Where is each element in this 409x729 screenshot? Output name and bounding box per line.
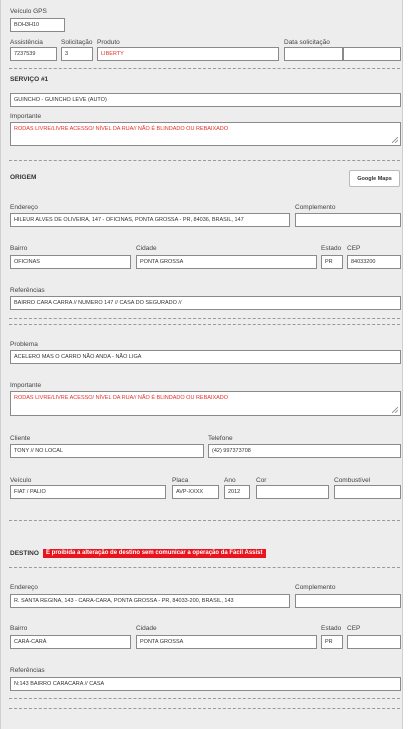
origem-bairro-label: Bairro [10, 245, 28, 252]
origem-cidade-input[interactable]: PONTA GROSSA [136, 255, 317, 269]
destino-warning-badge: É proibida a alteração de destino sem comunicar a operação da Fácil Assist [43, 549, 266, 558]
destino-estado-label: Estado [321, 625, 342, 632]
destino-cep-label: CEP [347, 625, 361, 632]
divider [9, 318, 400, 319]
placa-label: Placa [172, 477, 189, 484]
origem-cep-label: CEP [347, 245, 361, 252]
destino-estado-input[interactable]: PR [321, 635, 343, 649]
origem-estado-input[interactable]: PR [321, 255, 343, 269]
origem-title: ORIGEM [10, 174, 37, 181]
cor-input[interactable] [256, 485, 329, 499]
origem-bairro-input[interactable]: OFICINAS [10, 255, 131, 269]
cor-label: Cor [256, 477, 267, 484]
combustivel-label: Combustível [334, 477, 371, 484]
problema-input[interactable]: ACELERO MAS O CARRO NÃO ANDA - NÃO LIGA [10, 350, 401, 364]
servico-title: SERVIÇO #1 [10, 76, 49, 83]
google-maps-button[interactable]: Google Maps [349, 170, 400, 187]
destino-referencias-input[interactable]: N:143 BAIRRO CARACARA // CASA [10, 677, 401, 691]
produto-label: Produto [97, 39, 120, 46]
divider [9, 324, 400, 325]
solicitacao-input[interactable]: 3 [61, 47, 93, 61]
destino-cep-input[interactable] [347, 635, 401, 649]
veiculo-gps-label: Veículo GPS [10, 8, 47, 15]
ano-label: Ano [224, 477, 236, 484]
data-solicitacao-time-input[interactable] [343, 47, 401, 61]
origem-complemento-input[interactable] [295, 213, 401, 227]
solicitacao-label: Solicitação [61, 39, 93, 46]
combustivel-input[interactable] [334, 485, 401, 499]
importante-textarea[interactable] [10, 122, 401, 146]
importante2-textarea[interactable] [10, 391, 401, 416]
telefone-label: Telefone [208, 435, 233, 442]
divider [9, 567, 400, 568]
ano-input[interactable]: 2012 [224, 485, 250, 499]
divider [9, 520, 400, 521]
origem-cidade-label: Cidade [136, 245, 157, 252]
importante-label: Importante [10, 113, 42, 120]
placa-input[interactable]: AVP-XXXX [172, 485, 219, 499]
destino-bairro-input[interactable]: CARÁ-CARÁ [10, 635, 131, 649]
importante2-text: RODAS LIVRE/LIVRE ACESSO/ NÍVEL DA RUA// NÃO É BLINDADO OU REBAIXADO [14, 395, 229, 401]
importante-text: RODAS LIVRE/LIVRE ACESSO/ NÍVEL DA RUA// NÃO É BLINDADO OU REBAIXADO [14, 126, 229, 132]
veiculo-gps-input[interactable]: BOH3H10 [10, 18, 65, 32]
destino-complemento-label: Complemento [295, 584, 336, 591]
destino-endereco-label: Endereço [10, 584, 38, 591]
origem-cep-input[interactable]: 84033200 [347, 255, 401, 269]
divider [9, 68, 400, 69]
origem-complemento-label: Complemento [295, 204, 336, 211]
divider [9, 708, 400, 709]
destino-cidade-label: Cidade [136, 625, 157, 632]
telefone-input[interactable]: (42) 997373708 [208, 444, 401, 458]
origem-estado-label: Estado [321, 245, 342, 252]
produto-input[interactable]: LIBERTY [97, 47, 279, 61]
veiculo-label: Veículo [10, 477, 32, 484]
divider [9, 160, 400, 161]
problema-label: Problema [10, 341, 38, 348]
origem-endereco-label: Endereço [10, 204, 38, 211]
data-solicitacao-date-input[interactable] [284, 47, 343, 61]
destino-bairro-label: Bairro [10, 625, 28, 632]
assistencia-label: Assistência [10, 39, 43, 46]
origem-referencias-input[interactable]: BAIRRO CARA CARRA // NUMERO 147 // CASA DO SEGURADO // [10, 296, 401, 310]
veiculo-input[interactable]: FIAT / PALIO [10, 485, 166, 499]
origem-referencias-label: Referências [10, 287, 45, 294]
resize-grip-icon[interactable] [392, 137, 398, 143]
destino-referencias-label: Referências [10, 667, 45, 674]
cliente-input[interactable]: TONY // NO LOCAL [10, 444, 204, 458]
cliente-label: Cliente [10, 435, 31, 442]
destino-title: DESTINO [10, 550, 39, 557]
divider [9, 698, 400, 699]
resize-grip-icon[interactable] [392, 407, 398, 413]
origem-endereco-input[interactable]: HILEUR ALVES DE OLIVEIRA, 147 - OFICINAS, PONTA GROSSA - PR, 84036, BRASIL, 147 [10, 213, 290, 227]
destino-complemento-input[interactable] [295, 594, 401, 608]
importante2-label: Importante [10, 382, 42, 389]
destino-endereco-input[interactable]: R. SANTA REGINA, 143 - CARA-CARA, PONTA GROSSA - PR, 84033-200, BRASIL, 143 [10, 594, 290, 608]
assistencia-input[interactable]: 7237539 [10, 47, 57, 61]
servico-input[interactable]: GUINCHO - GUINCHO LEVE (AUTO) [10, 93, 401, 107]
data-solicitacao-label: Data solicitação [284, 39, 330, 46]
destino-cidade-input[interactable]: PONTA GROSSA [136, 635, 317, 649]
